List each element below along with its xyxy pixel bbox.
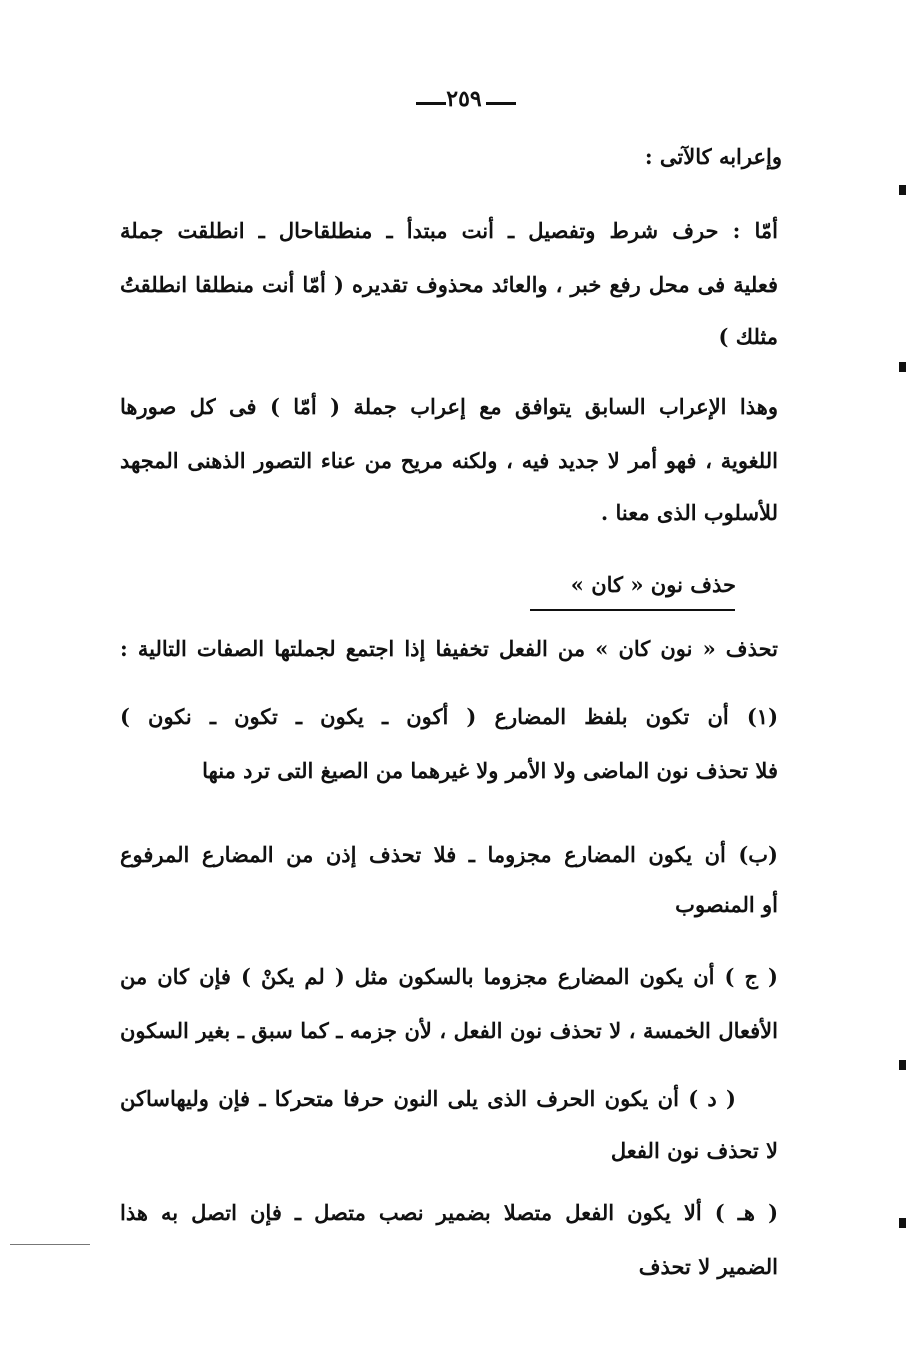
text-line: ( ج ) أن يكون المضارع مجزوما بالسكون مثل ( لم يكنْ ) فإن كان من: [120, 964, 778, 989]
text-line: اللغوية ، فهو أمر لا جديد فيه ، ولكنه مريح من عناء التصور الذهنى المجهد: [120, 448, 778, 473]
scan-mark: [899, 1060, 906, 1070]
text-line: ( هـ ) ألا يكون الفعل متصلا بضمير نصب متصل ـ فإن اتصل به هذا: [120, 1200, 778, 1225]
text-line: أمّا : حرف شرط وتفصيل ـ أنت مبتدأ ـ منطلقاحال ـ انطلقت جملة: [120, 218, 778, 243]
text-line: فعلية فى محل رفع خبر ، والعائد محذوف تقديره ( أمّا أنت منطلقا انطلقتُ: [120, 272, 778, 297]
text-line: (ب) أن يكون المضارع مجزوما ـ فلا تحذف إذن من المضارع المرفوع: [120, 842, 778, 867]
text-line: (١) أن تكون بلفظ المضارع ( أكون ـ يكون ـ تكون ـ نكون ): [120, 704, 778, 729]
heading-underline: [530, 609, 735, 611]
text-line: مثلك ): [718, 324, 778, 349]
text-line: للأسلوب الذى معنا .: [600, 500, 778, 525]
text-line: وإعرابه كالآتى :: [644, 144, 782, 169]
scan-mark: [899, 185, 906, 195]
text-line: الأفعال الخمسة ، لا تحذف نون الفعل ، لأن جزمه ـ كما سبق ـ بغير السكون: [120, 1018, 778, 1043]
text-line: فلا تحذف نون الماضى ولا الأمر ولا غيرهما من الصيغ التى ترد منها: [202, 758, 778, 783]
page-number-rule-right: [486, 102, 516, 105]
text-line: أو المنصوب: [675, 892, 778, 917]
text-line: وهذا الإعراب السابق يتوافق مع إعراب جملة ( أمّا ) فى كل صورها: [120, 394, 778, 419]
section-heading: حذف نون « كان »: [570, 572, 736, 597]
scan-mark: [899, 362, 906, 372]
text-line: لا تحذف نون الفعل: [610, 1138, 778, 1163]
scan-mark: [899, 1218, 906, 1228]
text-line: ( د ) أن يكون الحرف الذى يلى النون حرفا متحركا ـ فإن وليهاساكن: [120, 1086, 736, 1111]
page-number: ٢٥٩: [446, 86, 482, 112]
text-line: الضمير لا تحذف: [638, 1254, 778, 1279]
text-line: تحذف « نون كان » من الفعل تخفيفا إذا اجتمع لجملتها الصفات التالية :: [120, 636, 778, 661]
scan-artifact-line: [10, 1244, 90, 1245]
